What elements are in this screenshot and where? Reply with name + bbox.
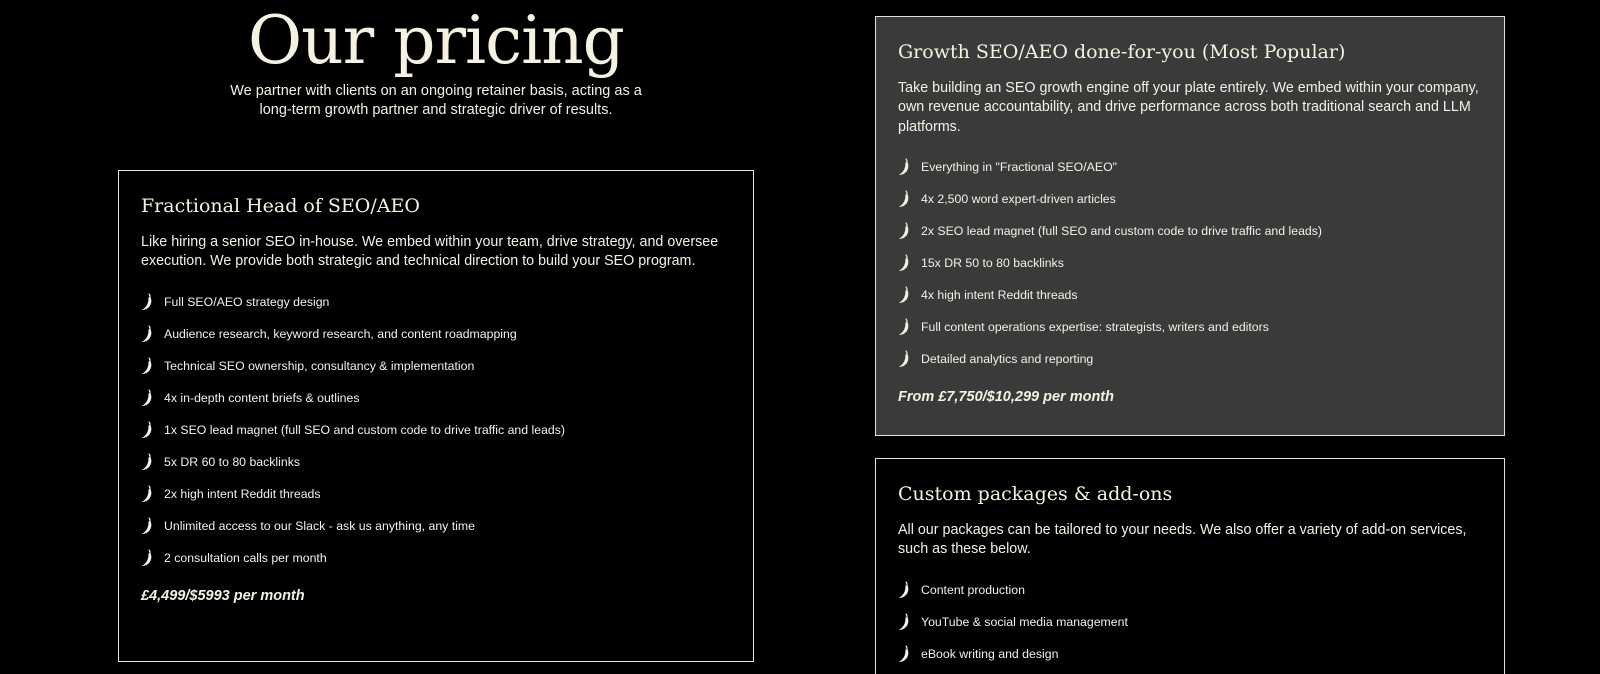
feature-item bbox=[141, 446, 731, 478]
chili-pepper-icon bbox=[898, 222, 911, 240]
feature-label: 2x high intent Reddit threads bbox=[164, 486, 321, 501]
feature-item bbox=[141, 318, 731, 350]
pricing-card-custom bbox=[875, 458, 1505, 674]
chili-pepper-icon bbox=[898, 613, 911, 631]
feature-item bbox=[141, 350, 731, 382]
feature-label: Unlimited access to our Slack - ask us anything, any time bbox=[164, 518, 475, 533]
chili-pepper-icon bbox=[898, 581, 911, 599]
page-title: Our pricing bbox=[248, 2, 624, 79]
feature-label: Technical SEO ownership, consultancy & implementation bbox=[164, 358, 475, 373]
feature-label: YouTube & social media management bbox=[921, 614, 1128, 629]
feature-label: Full SEO/AEO strategy design bbox=[164, 294, 330, 309]
chili-pepper-icon bbox=[141, 389, 154, 407]
chili-pepper-icon bbox=[141, 485, 154, 503]
card-description: All our packages can be tailored to your needs. We also offer a variety of add-on services, such as these below. bbox=[898, 522, 1467, 558]
chili-pepper-icon bbox=[141, 421, 154, 439]
feature-item bbox=[898, 574, 1482, 606]
feature-item bbox=[898, 638, 1482, 670]
chili-pepper-icon bbox=[141, 549, 154, 567]
feature-item bbox=[898, 311, 1482, 343]
chili-pepper-icon bbox=[141, 357, 154, 375]
feature-item bbox=[898, 247, 1482, 279]
chili-pepper-icon bbox=[141, 325, 154, 343]
feature-label: Everything in "Fractional SEO/AEO" bbox=[921, 159, 1117, 174]
chili-pepper-icon bbox=[898, 286, 911, 304]
feature-item bbox=[898, 606, 1482, 638]
feature-item bbox=[141, 542, 731, 574]
pricing-card-growth bbox=[875, 16, 1505, 436]
feature-item bbox=[141, 286, 731, 318]
feature-label: 1x SEO lead magnet (full SEO and custom code to drive traffic and leads) bbox=[164, 422, 565, 437]
card-description: Take building an SEO growth engine off your plate entirely. We embed within your company, own revenue accountability, and drive performance across both traditional search and LLM platforms. bbox=[898, 80, 1479, 135]
chili-pepper-icon bbox=[898, 190, 911, 208]
feature-label: Full content operations expertise: strategists, writers and editors bbox=[921, 319, 1269, 334]
card-price: From £7,750/$10,299 per month bbox=[898, 388, 1114, 405]
feature-item bbox=[141, 382, 731, 414]
feature-item bbox=[141, 478, 731, 510]
feature-item bbox=[141, 510, 731, 542]
feature-label: Audience research, keyword research, and content roadmapping bbox=[164, 326, 517, 341]
chili-pepper-icon bbox=[141, 453, 154, 471]
feature-label: 4x 2,500 word expert-driven articles bbox=[921, 191, 1116, 206]
feature-label: 2x SEO lead magnet (full SEO and custom code to drive traffic and leads) bbox=[921, 223, 1322, 238]
feature-list bbox=[898, 151, 1482, 375]
feature-item bbox=[898, 215, 1482, 247]
card-title: Custom packages & add-ons bbox=[898, 483, 1173, 505]
pricing-hero bbox=[118, 0, 754, 120]
card-price: £4,499/$5993 per month bbox=[141, 587, 305, 604]
card-description: Like hiring a senior SEO in-house. We embed within your team, drive strategy, and oversee execution. We provide both strategic and technical direction to build your SEO program. bbox=[141, 234, 719, 270]
feature-list bbox=[898, 574, 1482, 670]
feature-item bbox=[898, 151, 1482, 183]
page-subtitle: We partner with clients on an ongoing retainer basis, acting as a long-term growth partner and strategic driver of results. bbox=[230, 83, 642, 118]
chili-pepper-icon bbox=[898, 318, 911, 336]
chili-pepper-icon bbox=[898, 158, 911, 176]
feature-item bbox=[141, 414, 731, 446]
feature-label: 15x DR 50 to 80 backlinks bbox=[921, 255, 1064, 270]
feature-item bbox=[898, 183, 1482, 215]
feature-label: Detailed analytics and reporting bbox=[921, 351, 1094, 366]
pricing-card-fractional bbox=[118, 170, 754, 662]
chili-pepper-icon bbox=[141, 517, 154, 535]
feature-label: 2 consultation calls per month bbox=[164, 550, 327, 565]
chili-pepper-icon bbox=[898, 350, 911, 368]
feature-label: 4x in-depth content briefs & outlines bbox=[164, 390, 360, 405]
feature-label: 4x high intent Reddit threads bbox=[921, 287, 1078, 302]
card-title: Fractional Head of SEO/AEO bbox=[141, 195, 420, 217]
chili-pepper-icon bbox=[898, 254, 911, 272]
feature-item bbox=[898, 279, 1482, 311]
feature-list bbox=[141, 286, 731, 574]
feature-label: Content production bbox=[921, 582, 1025, 597]
card-title: Growth SEO/AEO done-for-you (Most Popular) bbox=[898, 41, 1346, 63]
feature-label: eBook writing and design bbox=[921, 646, 1059, 661]
chili-pepper-icon bbox=[141, 293, 154, 311]
feature-item bbox=[898, 343, 1482, 375]
chili-pepper-icon bbox=[898, 645, 911, 663]
feature-label: 5x DR 60 to 80 backlinks bbox=[164, 454, 301, 469]
